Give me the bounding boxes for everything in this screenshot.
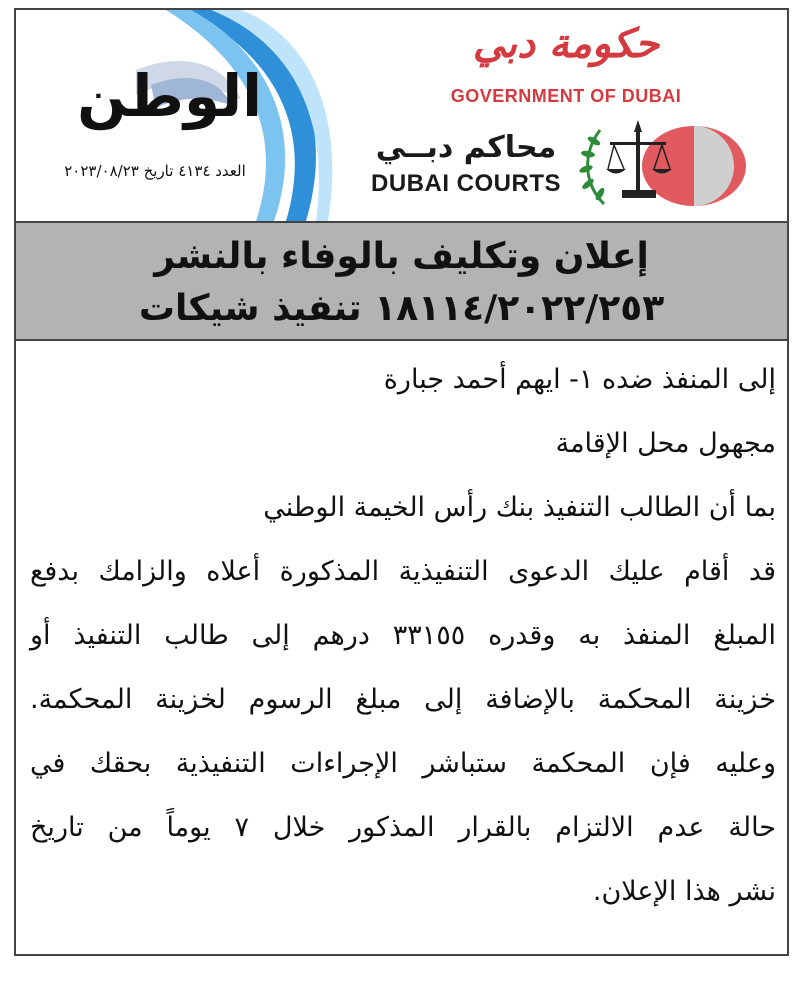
body-line: المبلغ المنفذ به وقدره ٣٣١٥٥ درهم إلى طالب التنفيذ أو [30, 620, 777, 651]
scales-of-justice-icon [574, 114, 750, 214]
body-line: وعليه فإن المحكمة ستباشر الإجراءات التنفيذية بحقك في [30, 748, 776, 779]
notice-body [30, 348, 776, 924]
dubai-courts-english: DUBAI COURTS [371, 170, 561, 197]
notice-frame [14, 8, 789, 956]
government-english-logo: GOVERNMENT OF DUBAI [450, 86, 682, 106]
dubai-courts-arabic: محاكم دبــي [375, 130, 557, 165]
body-line: خزينة المحكمة بالإضافة إلى مبلغ الرسوم لخزينة المحكمة. [30, 684, 776, 715]
body-line: حالة عدم الالتزام بالقرار المذكور خلال ٧ يوماً من تاريخ [30, 812, 777, 843]
header [16, 10, 787, 221]
notice-title-band [16, 221, 787, 341]
government-arabic-logo: حكومة دبي [472, 20, 660, 67]
notice-title: إعلان وتكليف بالوفاء بالنشر [154, 236, 649, 277]
body-line: قد أقام عليك الدعوى التنفيذية المذكورة أعلاه والزامك بدفع [30, 556, 776, 587]
body-line: إلى المنفذ ضده ١- ايهم أحمد جبارة [383, 364, 776, 395]
issue-info: العدد ٤١٣٤ تاريخ ٢٠٢٣/٠٨/٢٣ [64, 162, 246, 180]
body-line: نشر هذا الإعلان. [592, 876, 776, 907]
newspaper-name: الوطن [77, 62, 262, 130]
case-number: ١٨١١٤/٢٠٢٢/٢٥٣ تنفيذ شيكات [138, 288, 665, 329]
body-line: مجهول محل الإقامة [555, 428, 776, 459]
body-line: بما أن الطالب التنفيذ بنك رأس الخيمة الوطني [263, 492, 776, 523]
